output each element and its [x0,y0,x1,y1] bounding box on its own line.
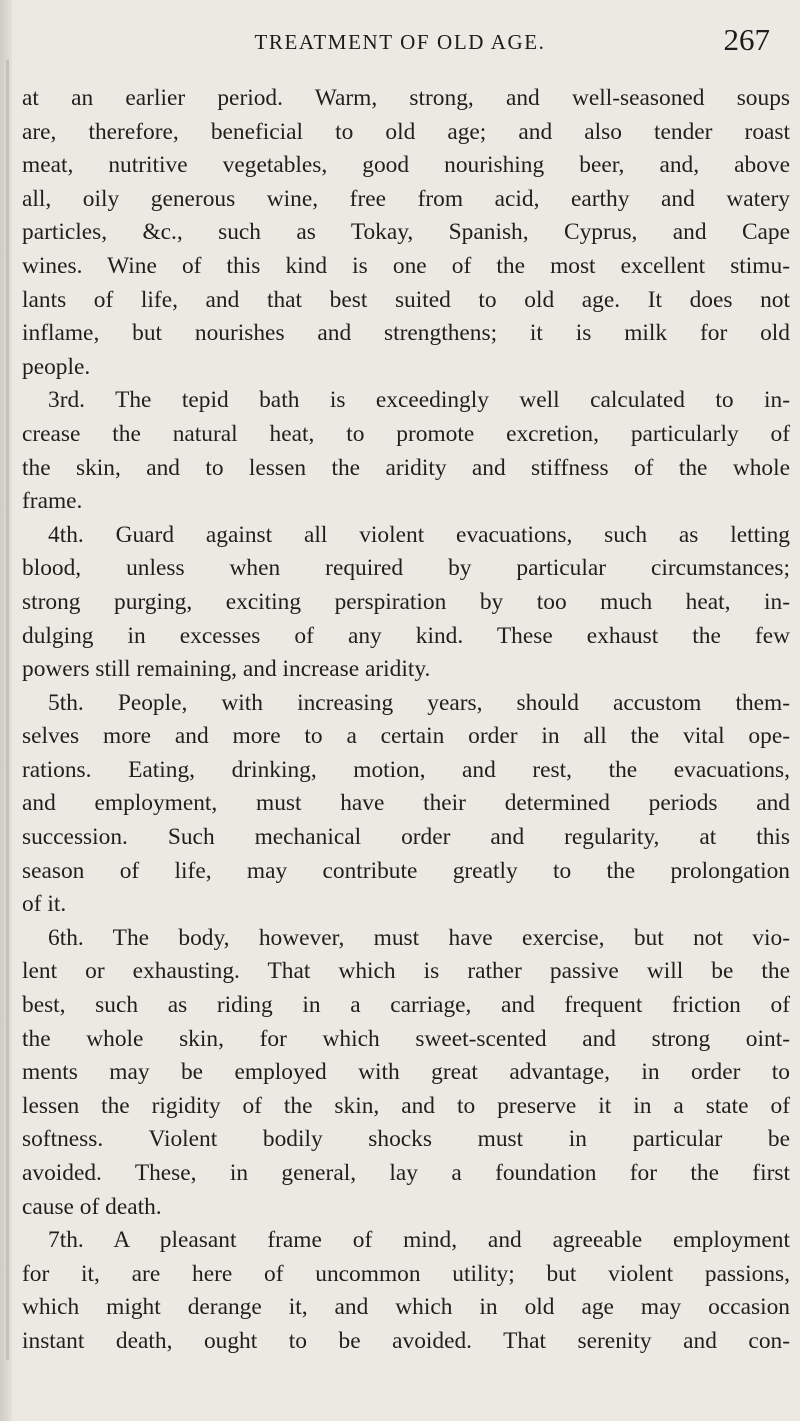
text-line: cause of death. [22,1193,162,1220]
text-line: ments may be employed with great advantage, in order to [22,1059,790,1086]
text-line: 6th. The body, however, must have exercise, but not vio- [48,924,790,951]
text-line: powers still remaining, and increase aridity. [22,656,431,683]
text-line: meat, nutritive vegetables, good nourishing beer, and, above [22,152,790,179]
text-line: blood, unless when required by particular circumstances; [22,555,790,582]
page-header [0,22,800,68]
text-line: softness. Violent bodily shocks must in particular be [22,1126,790,1153]
text-line: lants of life, and that best suited to old age. It does not [22,286,790,313]
binding-shadow [6,60,9,1360]
text-line: avoided. These, in general, lay a foundation for the first [22,1160,790,1186]
text-line: of it. [22,891,67,918]
text-line: which might derange it, and which in old age may occasion [22,1294,790,1321]
text-line: strong purging, exciting perspiration by too much heat, in- [22,588,790,615]
text-line: dulging in excesses of any kind. These exhaust the few [22,622,790,649]
text-line: 4th. Guard against all violent evacuations, such as letting [48,521,790,548]
body-text [22,82,790,1359]
text-line: inflame, but nourishes and strengthens; it is milk for old [22,320,790,347]
text-line: wines. Wine of this kind is one of the most excellent stimu- [22,252,790,279]
text-line: are, therefore, beneficial to old age; and also tender roast [22,118,790,145]
page-number: 267 [723,22,770,57]
text-line: frame. [22,488,83,515]
text-line: rations. Eating, drinking, motion, and rest, the evacuations, [22,756,790,783]
text-line: 7th. A pleasant frame of mind, and agreeable employment [48,1227,790,1254]
text-line: selves more and more to a certain order in all the vital ope- [22,723,790,750]
text-line: lent or exhausting. That which is rather passive will be the [22,958,790,985]
text-line: all, oily generous wine, free from acid, earthy and watery [22,185,790,212]
text-line: at an earlier period. Warm, strong, and well-seasoned soups [22,85,790,111]
text-line: season of life, may contribute greatly to the prolongation [22,857,790,884]
text-line: best, such as riding in a carriage, and frequent friction of [22,992,790,1019]
text-line: the skin, and to lessen the aridity and stiffness of the whole [22,454,790,481]
text-line: 5th. People, with increasing years, should accustom them- [48,689,790,716]
text-line: instant death, ought to be avoided. That serenity and con- [22,1327,790,1354]
text-line: for it, are here of uncommon utility; but violent passions, [22,1260,790,1287]
page-gutter [0,0,12,1421]
text-line: the whole skin, for which sweet-scented and strong oint- [22,1025,790,1052]
text-line: particles, &c., such as Tokay, Spanish, Cyprus, and Cape [22,219,790,246]
text-line: lessen the rigidity of the skin, and to preserve it in a state of [22,1092,790,1119]
text-line: succession. Such mechanical order and regularity, at this [22,824,790,851]
text-line: 3rd. The tepid bath is exceedingly well calculated to in- [48,387,790,414]
text-line: and employment, must have their determined periods and [22,790,790,817]
text-line: people. [22,353,91,380]
text-line: crease the natural heat, to promote excretion, particularly of [22,420,790,447]
running-title: TREATMENT OF OLD AGE. [254,30,546,54]
